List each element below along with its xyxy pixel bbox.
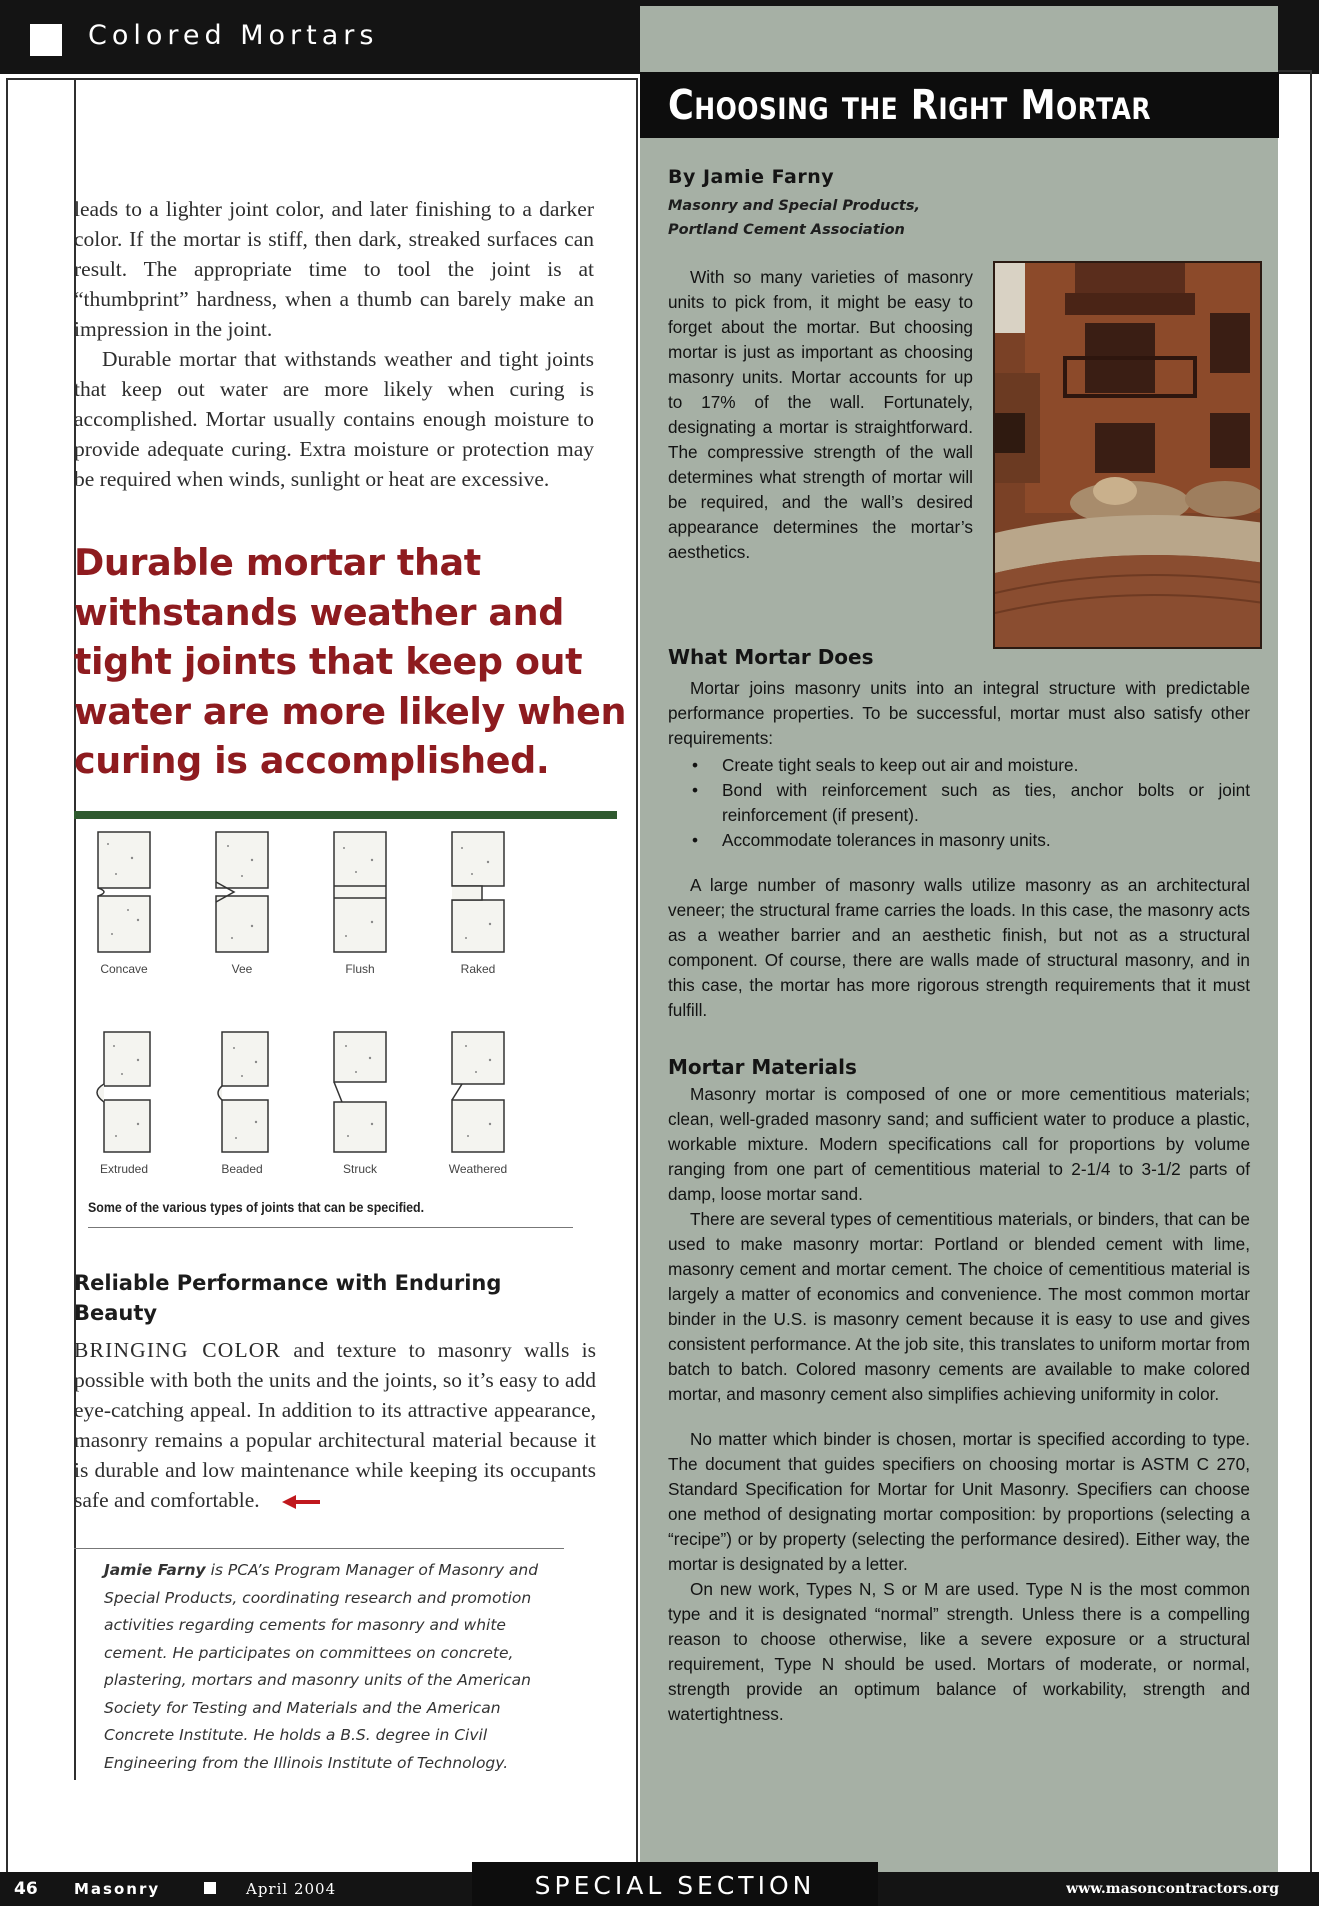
heading-what-mortar-does: What Mortar Does bbox=[668, 645, 874, 669]
right-page-frame bbox=[1276, 70, 1312, 1890]
list-item: • Accommodate tolerances in masonry units. bbox=[690, 828, 1250, 853]
joint-label: Concave bbox=[100, 962, 148, 976]
paragraph: leads to a lighter joint color, and later finishing to a darker color. If the mortar is stiff, then dark, streaked surfaces can result. The appropriate time to tool the joint is at “thumbprint” hardness, when a thumb can barely make an impression in the joint. bbox=[74, 197, 594, 341]
joint-label: Extruded bbox=[99, 1162, 149, 1176]
figure-caption: Some of the various types of joints that can be specified. bbox=[88, 1200, 425, 1215]
divider-rule bbox=[74, 811, 617, 819]
raked-joint-diagram bbox=[448, 830, 508, 960]
joint-label: Beaded bbox=[221, 1162, 263, 1176]
affiliation-line: Portland Cement Association bbox=[668, 222, 905, 238]
paragraph: Mortar joins masonry units into an integral structure with predictable performance properties. To be successful, mortar must also satisfy other requirements: bbox=[668, 678, 1250, 748]
intro-paragraph: With so many varieties of masonry units to pick from, it might be easy to forget about the mortar. But choosing mortar is just as important as choosing masonry units. Mortar accounts for up to 17% of the wall. Fortunately, designating a mortar is straightforward. The compressive strength of the wall determines what strength of mortar will be required, and the wall’s desired appearance determines the mortar’s aesthetics. bbox=[668, 267, 973, 562]
struck-joint-diagram bbox=[330, 1030, 390, 1160]
joint-types-figure bbox=[74, 830, 604, 1200]
requirements-list bbox=[690, 753, 1250, 853]
left-subheading: Reliable Performance with Enduring Beauty bbox=[74, 1271, 502, 1325]
section-mortar-materials bbox=[668, 1082, 1250, 1727]
heading-mortar-materials: Mortar Materials bbox=[668, 1055, 857, 1079]
flush-joint-diagram bbox=[330, 830, 390, 960]
section-what-mortar-does bbox=[668, 676, 1250, 1023]
joint-label: Weathered bbox=[448, 1162, 508, 1176]
left-closing-paragraph bbox=[74, 1335, 596, 1515]
joint-raked bbox=[428, 830, 528, 990]
joint-struck bbox=[310, 1030, 410, 1190]
article-title: Choosing the Right Mortar bbox=[668, 81, 1151, 129]
affiliation bbox=[668, 194, 920, 242]
pull-quote: Durable mortar that withstands weather and tight joints that keep out water are more likely when curing is accomplished. bbox=[74, 541, 627, 782]
beaded-joint-diagram bbox=[212, 1030, 272, 1160]
extruded-joint-diagram bbox=[94, 1030, 154, 1160]
brick-building-image bbox=[995, 263, 1262, 649]
bio-text: is PCA’s Program Manager of Masonry and Special Products, coordinating research and promotion activities regarding cements for masonry and white cement. He participates on committees on concrete, plastering, mortars and masonry units of the American Society for Testing and Materials and the American Concrete Institute. He holds a B.S. degree in Civil Engineering from the Illinois Institute of Technology. bbox=[104, 1561, 539, 1772]
page-number: 46 bbox=[14, 1879, 38, 1899]
paragraph: Masonry mortar is composed of one or more cementitious materials; clean, well-graded masonry sand; and sufficient water to produce a plastic, workable mixture. Modern specifications call for proportions by volume ranging from one part of cementitious material to 2-1/4 to 3-1/2 parts of damp, loose mortar sand. bbox=[668, 1084, 1250, 1204]
footer-square-icon bbox=[204, 1882, 216, 1894]
paragraph: No matter which binder is chosen, mortar is specified according to type. The document that guides specifiers on choosing mortar is ASTM C 270, Standard Specification for Mortar for Unit Masonry. Specifiers can choose one method of designating mortar composition: by proportions (selecting a “recipe”) or by property (selecting the performance desired). Either way, the mortar is designated by a letter. bbox=[668, 1429, 1250, 1574]
joint-label: Flush bbox=[345, 962, 375, 976]
joint-beaded bbox=[192, 1030, 292, 1190]
list-item: • Create tight seals to keep out air and moisture. bbox=[690, 753, 1250, 778]
magazine-name: Masonry bbox=[74, 1880, 161, 1898]
paragraph: A large number of masonry walls utilize masonry as an architectural veneer; the structural frame carries the loads. In this case, the masonry acts as a weather barrier and an aesthetic finish, but not as a structural component. Of course, there are walls made of structural masonry, and in this case, the mortar has more rigorous strength requirements that it must fulfill. bbox=[668, 875, 1250, 1020]
joint-concave bbox=[74, 830, 174, 990]
concave-joint-diagram bbox=[94, 830, 154, 960]
special-section-label: SPECIAL SECTION bbox=[534, 1871, 816, 1900]
bio-name: Jamie Farny bbox=[104, 1561, 206, 1579]
caption-rule bbox=[88, 1227, 573, 1228]
joint-extruded bbox=[74, 1030, 174, 1190]
paragraph: Durable mortar that withstands weather and tight joints that keep out water are more likely when curing is accomplished. Mortar usually contains enough moisture to provide adequate curing. Extra moisture or protection may be required when winds, sunlight or heat are excessive. bbox=[74, 347, 594, 491]
lead-in: BRINGING COLOR bbox=[74, 1338, 282, 1362]
special-section-tab bbox=[472, 1862, 878, 1906]
joint-label: Vee bbox=[231, 962, 253, 976]
author-bio bbox=[104, 1557, 574, 1777]
website-url: www.masoncontractors.org bbox=[1066, 1881, 1279, 1897]
paragraph: There are several types of cementitious materials, or binders, that can be used to make masonry mortar: Portland or blended cement with lime, masonry cement and mortar cement. The choice of cementitious material is largely a matter of economics and convenience. The most common mortar binder in the U.S. is masonry cement because it is easy to use and gives consistent performance. At the job site, this translates to uniform mortar from batch to batch. Colored masonry cements are available to make colored mortar, and masonry cement also simplifies achieving uniformity in color. bbox=[668, 1209, 1250, 1404]
section-square-icon bbox=[30, 24, 62, 56]
joint-weathered bbox=[428, 1030, 528, 1190]
issue-date: April 2004 bbox=[246, 1880, 337, 1898]
weathered-joint-diagram bbox=[448, 1030, 508, 1160]
joint-label: Struck bbox=[342, 1162, 377, 1176]
section-title: Colored Mortars bbox=[88, 20, 379, 51]
paragraph: On new work, Types N, S or M are used. Type N is the most common type and it is designated “normal” strength. Unless there is a compelling reason to choose otherwise, like a severe exposure or a structural requirement, Type N should be used. Mortars of moderate, or normal, strength provide an optimum balance of workability, strength and watertightness. bbox=[668, 1579, 1250, 1724]
end-arrow-icon bbox=[282, 1495, 322, 1509]
left-body-text bbox=[74, 194, 594, 494]
paragraph-text: and texture to masonry walls is possible with both the units and the joints, so it’s easy to add eye-catching appeal. In addition to its attractive appearance, masonry remains a popular architectural material because it is durable and low maintenance while keeping its occupants safe and comfortable. bbox=[74, 1338, 596, 1512]
byline: By Jamie Farny bbox=[668, 166, 835, 188]
joint-flush bbox=[310, 830, 410, 990]
joint-vee bbox=[192, 830, 292, 990]
bio-rule bbox=[74, 1548, 564, 1549]
building-photo bbox=[993, 261, 1262, 649]
article-banner bbox=[640, 72, 1279, 138]
joint-label: Raked bbox=[460, 962, 496, 976]
list-item: • Bond with reinforcement such as ties, anchor bolts or joint reinforcement (if present). bbox=[690, 778, 1250, 828]
vee-joint-diagram bbox=[212, 830, 272, 960]
affiliation-line: Masonry and Special Products, bbox=[668, 198, 921, 214]
